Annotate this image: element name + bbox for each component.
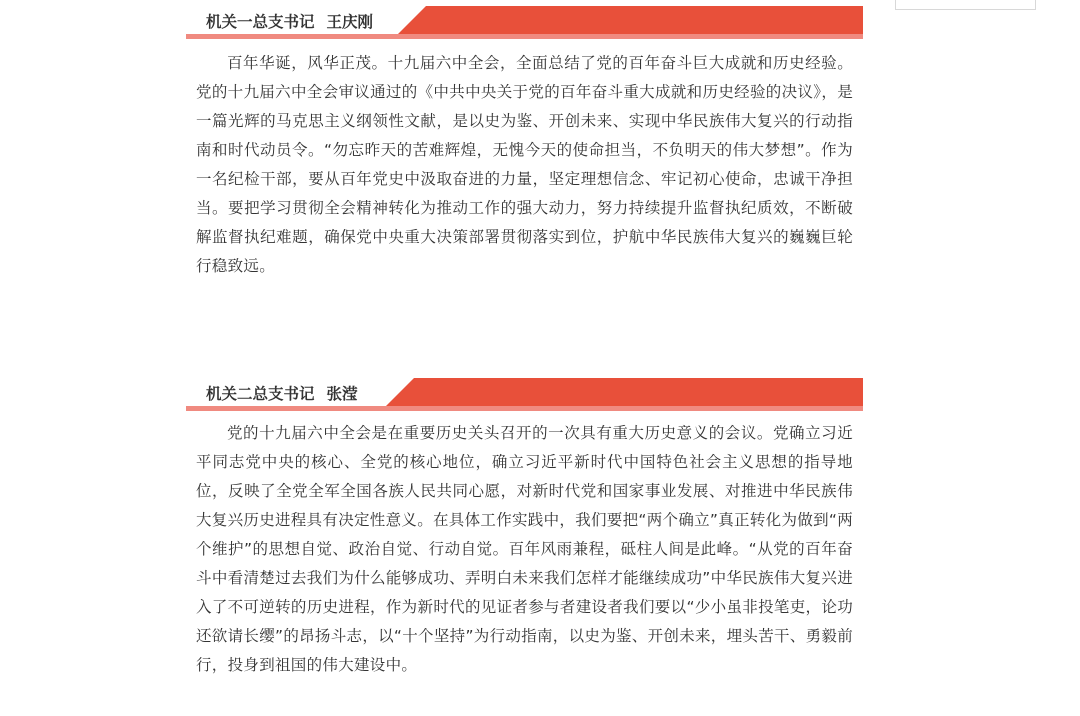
section-secretary-2 xyxy=(186,378,863,680)
banner-title xyxy=(206,381,358,407)
banner-title xyxy=(206,9,373,35)
author-name: 张滢 xyxy=(326,385,358,403)
author-role: 机关一总支书记 xyxy=(206,13,315,31)
section-banner xyxy=(186,378,863,412)
section-secretary-1 xyxy=(186,6,863,281)
author-role: 机关二总支书记 xyxy=(206,385,315,403)
sidebar-box xyxy=(895,0,1036,10)
section-banner xyxy=(186,6,863,40)
section-paragraph: 百年华诞，风华正茂。十九届六中全会，全面总结了党的百年奋斗巨大成就和历史经验。党的十九届六中全会审议通过的《中共中央关于党的百年奋斗重大成就和历史经验的决议》，是一篇光辉的马克思主义纲领性文献，是以史为鉴、开创未来、实现中华民族伟大复兴的行动指南和时代动员令。“勿忘昨天的苦难辉煌，无愧今天的使命担当，不负明天的伟大梦想”。作为一名纪检干部，要从百年党史中汲取奋进的力量，坚定理想信念、牢记初心使命，忠诚干净担当。要把学习贯彻全会精神转化为推动工作的强大动力，努力持续提升监督执纪质效，不断破解监督执纪难题，确保党中央重大决策部署贯彻落实到位，护航中华民族伟大复兴的巍巍巨轮行稳致远。 xyxy=(196,54,853,275)
author-name: 王庆刚 xyxy=(326,13,374,31)
section-paragraph: 党的十九届六中全会是在重要历史关头召开的一次具有重大历史意义的会议。党确立习近平同志党中央的核心、全党的核心地位，确立习近平新时代中国特色社会主义思想的指导地位，反映了全党全军全国各族人民共同心愿，对新时代党和国家事业发展、对推进中华民族伟大复兴历史进程具有决定性意义。在具体工作实践中，我们要把“两个确立”真正转化为做到“两个维护”的思想自觉、政治自觉、行动自觉。百年风雨兼程，砥柱人间是此峰。“从党的百年奋斗中看清楚过去我们为什么能够成功、弄明白未来我们怎样才能继续成功”中华民族伟大复兴进入了不可逆转的历史进程，作为新时代的见证者参与者建设者我们要以“少小虽非投笔吏，论功还欲请长缨”的昂扬斗志，以“十个坚持”为行动指南，以史为鉴、开创未来，埋头苦干、勇毅前行，投身到祖国的伟大建设中。 xyxy=(196,424,853,674)
